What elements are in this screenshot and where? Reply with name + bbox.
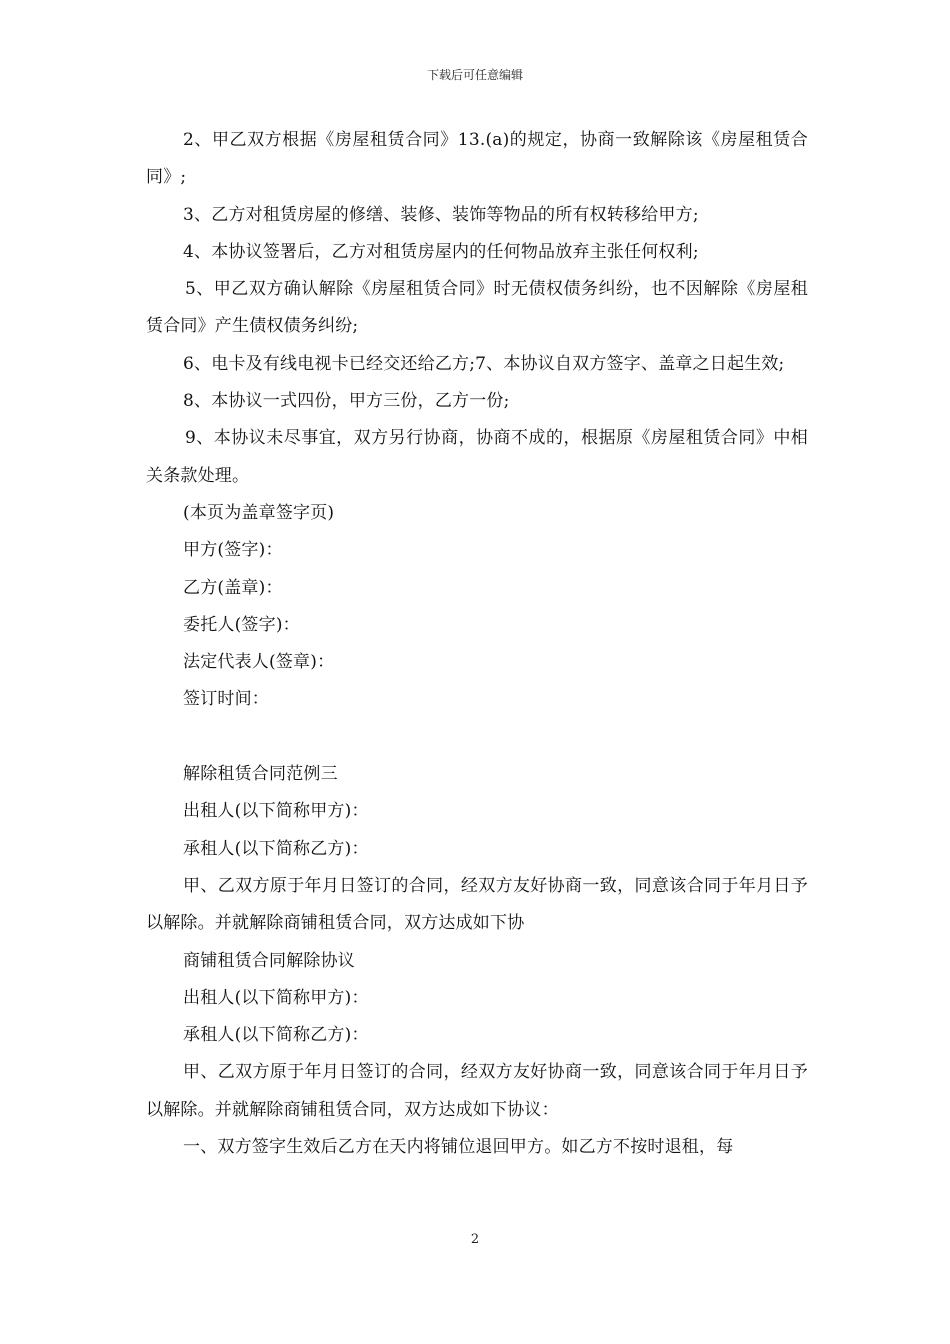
article-one: 一、双方签字生效后乙方在天内将铺位退回甲方。如乙方不按时退租，每: [183, 1137, 734, 1158]
lessee-line: 承租人(以下简称乙方)：: [183, 838, 369, 859]
lessor-line: 出租人(以下简称甲方)：: [183, 801, 369, 822]
agreement-title: 商铺租赁合同解除协议: [183, 950, 355, 971]
signature-page-note: (本页为盖章签字页): [183, 502, 335, 523]
lessee-line-2: 承租人(以下简称乙方)：: [183, 1025, 369, 1046]
document-body: [146, 122, 808, 1166]
clause-2: 2、甲乙双方根据《房屋租赁合同》13.(a)的规定，协商一致解除该《房屋租赁合同》;: [146, 130, 808, 188]
legal-representative-line: 法定代表人(签章)：: [183, 652, 335, 673]
signing-date-line: 签订时间：: [183, 689, 269, 710]
clause-4: 4、本协议签署后，乙方对租赁房屋内的任何物品放弃主张任何权利;: [183, 241, 699, 262]
clause-8: 8、本协议一式四份，甲方三份，乙方一份;: [183, 391, 510, 412]
page-header: 下载后可任意编辑: [426, 68, 523, 82]
clause-5: 5、甲乙双方确认解除《房屋租赁合同》时无债权债务纠纷，也不因解除《房屋租赁合同》产生债权债务纠纷;: [146, 279, 808, 337]
page-number: 2: [470, 1232, 480, 1247]
clause-9: 9、本协议未尽事宜，双方另行协商，协商不成的，根据原《房屋租赁合同》中相关条款处理。: [146, 428, 808, 486]
party-a-signature-line: 甲方(签字)：: [183, 540, 283, 561]
clause-3: 3、乙方对租赁房屋的修缮、装修、装饰等物品的所有权转移给甲方;: [183, 204, 699, 225]
spacer: [146, 719, 808, 756]
party-b-seal-line: 乙方(盖章)：: [183, 577, 283, 598]
agreement-intro-2: 甲、乙双方原于年月日签订的合同，经双方友好协商一致，同意该合同于年月日予以解除。并就解除商铺租赁合同，双方达成如下协议：: [146, 1062, 808, 1120]
section-title-example-three: 解除租赁合同范例三: [183, 764, 338, 785]
agent-signature-line: 委托人(签字)：: [183, 614, 300, 635]
clause-6-7: 6、电卡及有线电视卡已经交还给乙方;7、本协议自双方签字、盖章之日起生效;: [183, 353, 785, 374]
lessor-line-2: 出租人(以下简称甲方)：: [183, 987, 369, 1008]
agreement-intro: 甲、乙双方原于年月日签订的合同，经双方友好协商一致，同意该合同于年月日予以解除。并就解除商铺租赁合同，双方达成如下协: [146, 875, 808, 934]
